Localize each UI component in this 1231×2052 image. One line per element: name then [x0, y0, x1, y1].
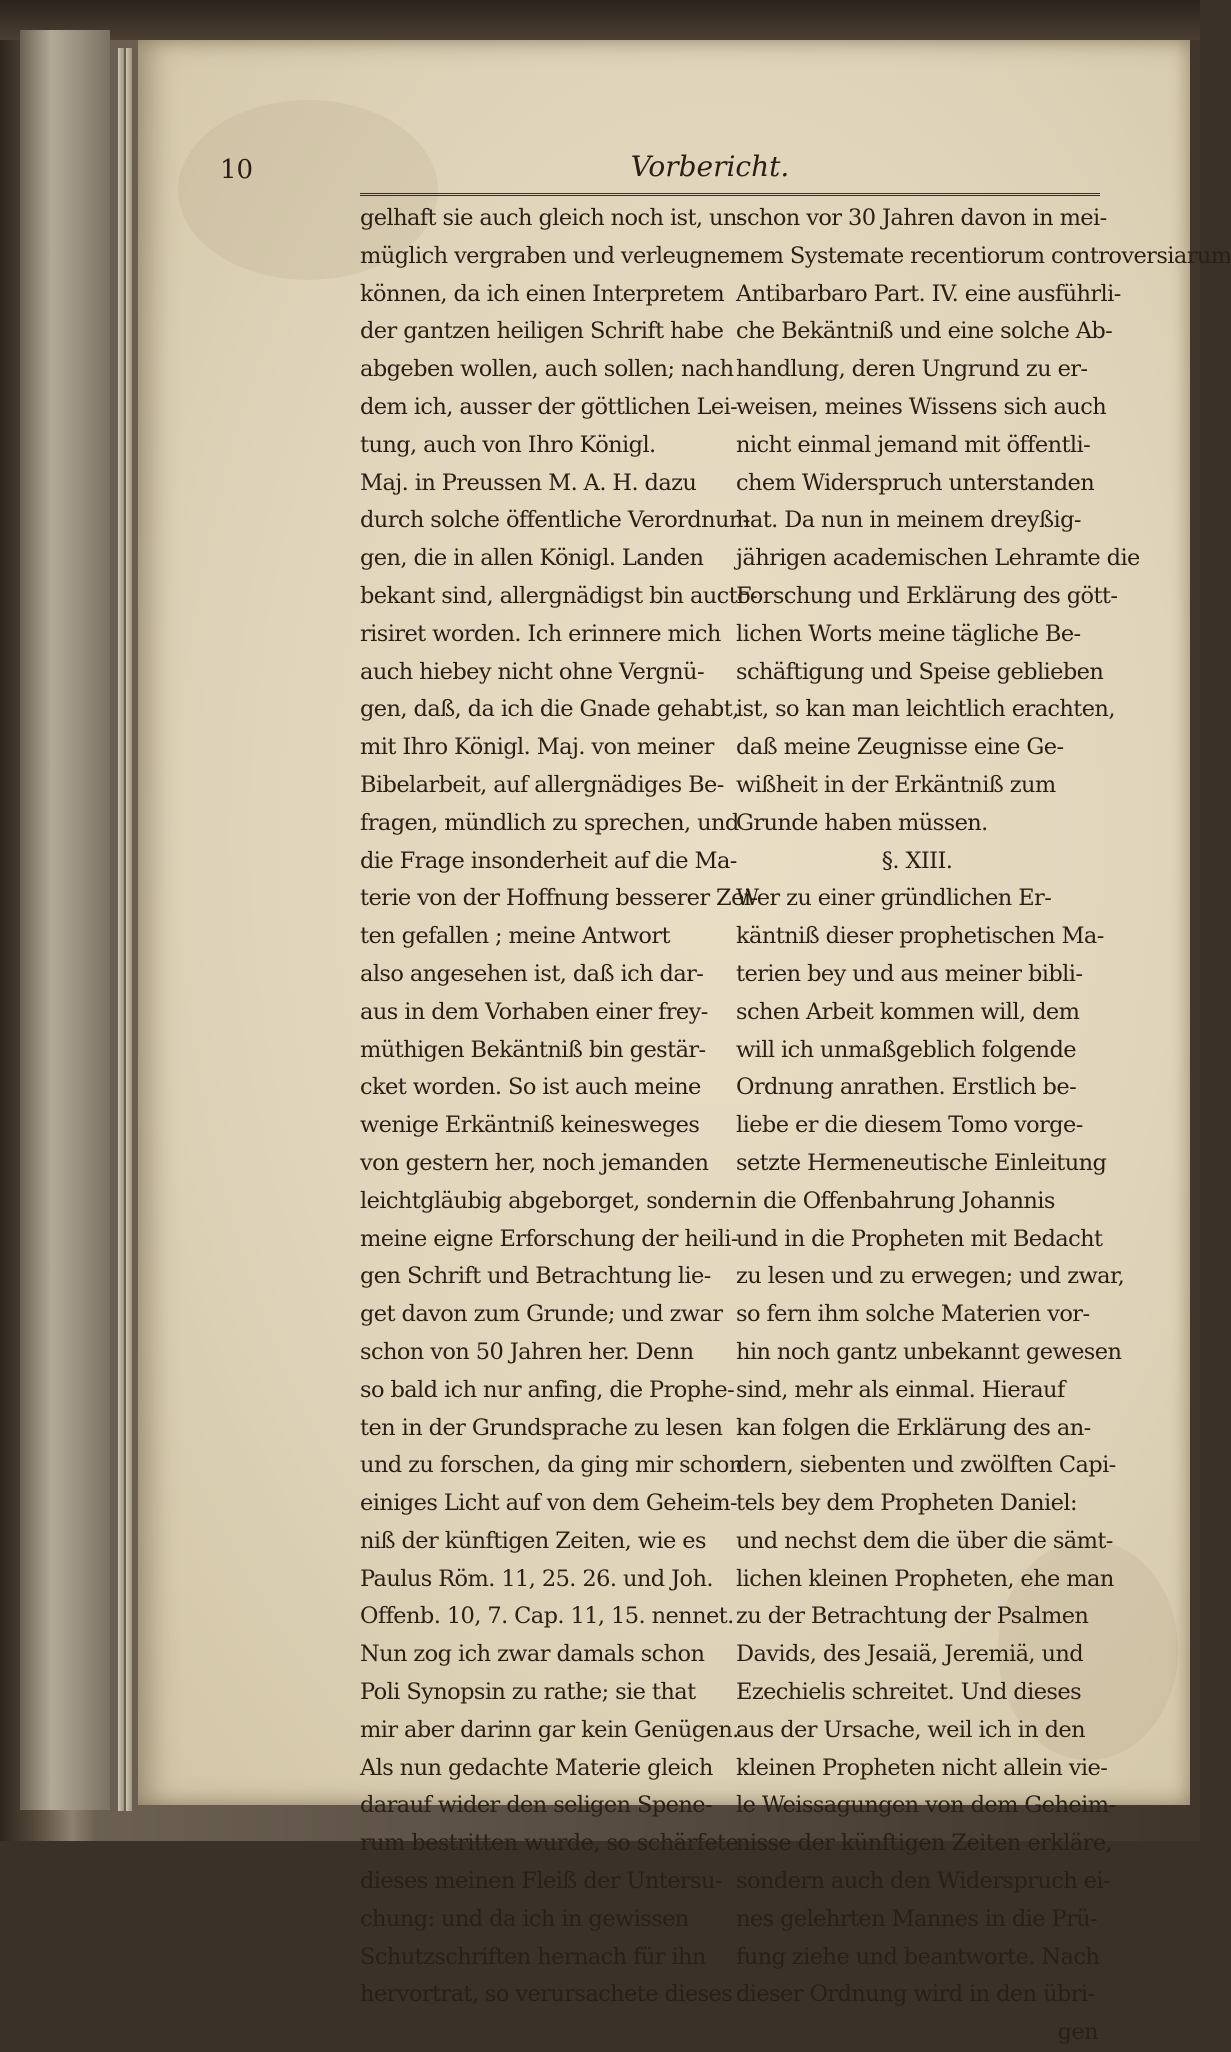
- text-line: kan folgen die Erklärung des an-: [736, 1414, 1091, 1441]
- text-line: gen Schrift und Betrachtung lie-: [360, 1263, 711, 1290]
- text-line: mit Ihro Königl. Maj. von meiner: [360, 734, 714, 761]
- text-line: nes gelehrten Mannes in die Prü-: [736, 1905, 1098, 1932]
- text-line: gen, daß, da ich die Gnade gehabt,: [360, 696, 739, 723]
- text-line: in die Offenbahrung Johannis: [736, 1187, 1055, 1214]
- text-line: Offenb. 10, 7. Cap. 11, 15. nennet.: [360, 1603, 734, 1630]
- text-line: der gantzen heiligen Schrift habe: [360, 318, 724, 345]
- text-line: ist, so kan man leichtlich erachten,: [736, 696, 1115, 723]
- text-line: niß der künftigen Zeiten, wie es: [360, 1527, 706, 1554]
- text-line: Wer zu einer gründlichen Er-: [736, 885, 1052, 912]
- text-line: handlung, deren Ungrund zu er-: [736, 356, 1088, 383]
- text-line: daß meine Zeugnisse eine Ge-: [736, 734, 1064, 761]
- text-line: dern, siebenten und zwölften Capi-: [736, 1452, 1116, 1479]
- text-line: terie von der Hoffnung besserer Zei-: [360, 885, 758, 912]
- text-line: müglich vergraben und verleugnen: [360, 242, 744, 269]
- text-line: nisse der künftigen Zeiten erkläre,: [736, 1830, 1113, 1857]
- text-line: liebe er die diesem Tomo vorge-: [736, 1112, 1083, 1139]
- text-line: hin noch gantz unbekannt gewesen: [736, 1338, 1122, 1365]
- text-line: Antibarbaro Part. IV. eine ausführli-: [736, 280, 1121, 307]
- text-line: hervortrat, so verursachete dieses: [360, 1981, 733, 2008]
- text-line: Forschung und Erklärung des gött-: [736, 582, 1118, 609]
- text-line: gen, die in allen Königl. Landen: [360, 545, 704, 572]
- text-line: darauf wider den seligen Spene-: [360, 1792, 712, 1819]
- text-line: mir aber darinn gar kein Genügen.: [360, 1716, 739, 1743]
- text-line: die Frage insonderheit auf die Ma-: [360, 847, 737, 874]
- text-line: so fern ihm solche Materien vor-: [736, 1301, 1090, 1328]
- text-line: Bibelarbeit, auf allergnädiges Be-: [360, 771, 724, 798]
- text-line: sind, mehr als einmal. Hierauf: [736, 1376, 1065, 1403]
- text-line: müthigen Bekäntniß bin gestär-: [360, 1036, 706, 1063]
- text-line: tels bey dem Propheten Daniel:: [736, 1490, 1077, 1517]
- text-line: zu der Betrachtung der Psalmen: [736, 1603, 1089, 1630]
- text-line: risiret worden. Ich erinnere mich: [360, 620, 721, 647]
- text-line: kleinen Propheten nicht allein vie-: [736, 1754, 1108, 1781]
- page-edge: [126, 48, 132, 1811]
- text-line: abgeben wollen, auch sollen; nach: [360, 356, 734, 383]
- text-line: von gestern her, noch jemanden: [360, 1149, 709, 1176]
- text-line: will ich unmaßgeblich folgende: [736, 1036, 1076, 1063]
- text-line: aus der Ursache, weil ich in den: [736, 1716, 1086, 1743]
- text-line: cket worden. So ist auch meine: [360, 1074, 701, 1101]
- text-line: gelhaft sie auch gleich noch ist, un-: [360, 205, 744, 231]
- text-line: Davids, des Jesaiä, Jeremiä, und: [736, 1641, 1084, 1668]
- text-line: wenige Erkäntniß keinesweges: [360, 1112, 700, 1139]
- text-line: che Bekäntniß und eine solche Ab-: [736, 318, 1113, 345]
- page-number: 10: [220, 155, 254, 185]
- right-text-column: [736, 200, 1231, 2052]
- text-line: tung, auch von Ihro Königl.: [360, 431, 656, 458]
- text-line: einiges Licht auf von dem Geheim-: [360, 1490, 737, 1517]
- text-line: also angesehen ist, daß ich dar-: [360, 960, 704, 987]
- text-line: und in die Propheten mit Bedacht: [736, 1225, 1103, 1252]
- text-line: ten in der Grundsprache zu lesen: [360, 1414, 723, 1441]
- text-line: nicht einmal jemand mit öffentli-: [736, 431, 1091, 458]
- text-line: get davon zum Grunde; und zwar: [360, 1301, 723, 1328]
- text-line: lichen Worts meine tägliche Be-: [736, 620, 1081, 647]
- text-line: rum bestritten wurde, so schärfete: [360, 1830, 739, 1857]
- text-line: schen Arbeit kommen will, dem: [736, 998, 1080, 1025]
- text-line: durch solche öffentliche Verordnun-: [360, 507, 750, 534]
- text-line: so bald ich nur anfing, die Prophe-: [360, 1376, 735, 1403]
- header-rule: [360, 193, 1100, 196]
- text-line: dieser Ordnung wird in den übri-: [736, 1981, 1095, 2008]
- text-line: können, da ich einen Interpretem: [360, 280, 725, 307]
- text-line: und zu forschen, da ging mir schon: [360, 1452, 743, 1479]
- page-edge: [118, 48, 124, 1811]
- text-line: wißheit in der Erkäntniß zum: [736, 771, 1056, 798]
- text-line: Als nun gedachte Materie gleich: [360, 1754, 713, 1781]
- text-line: ten gefallen ; meine Antwort: [360, 923, 670, 950]
- text-line: Maj. in Preussen M. A. H. dazu: [360, 469, 697, 496]
- text-line: dieses meinen Fleiß der Untersu-: [360, 1868, 722, 1895]
- text-line: zu lesen und zu erwegen; und zwar,: [736, 1263, 1125, 1290]
- text-line: hat. Da nun in meinem dreyßig-: [736, 507, 1081, 534]
- left-text-column: [360, 200, 758, 2014]
- text-line: Schutzschriften hernach für ihn: [360, 1943, 706, 1970]
- text-line: chung: und da ich in gewissen: [360, 1905, 689, 1932]
- text-line: setzte Hermeneutische Einleitung: [736, 1149, 1107, 1176]
- text-line: schäftigung und Speise geblieben: [736, 658, 1104, 685]
- text-line: und nechst dem die über die sämt-: [736, 1527, 1113, 1554]
- text-line: terien bey und aus meiner bibli-: [736, 960, 1083, 987]
- text-line: Poli Synopsin zu rathe; sie that: [360, 1679, 696, 1706]
- text-line: lichen kleinen Propheten, ehe man: [736, 1565, 1114, 1592]
- text-line: nem Systemate recentiorum controversiarum: [736, 242, 1231, 269]
- text-line: gen: [1057, 2019, 1098, 2046]
- text-line: fragen, mündlich zu sprechen, und: [360, 809, 739, 836]
- text-line: aus in dem Vorhaben einer frey-: [360, 998, 708, 1025]
- book-spine: [20, 30, 110, 1810]
- text-line: weisen, meines Wissens sich auch: [736, 393, 1107, 420]
- text-line: schon von 50 Jahren her. Denn: [360, 1338, 694, 1365]
- text-line: leichtgläubig abgeborget, sondern: [360, 1187, 735, 1214]
- text-line: bekant sind, allergnädigst bin aucto-: [360, 582, 758, 609]
- text-line: käntniß dieser prophetischen Ma-: [736, 923, 1104, 950]
- text-line: Paulus Röm. 11, 25. 26. und Joh.: [360, 1565, 713, 1592]
- text-line: Ordnung anrathen. Erstlich be-: [736, 1074, 1077, 1101]
- text-line: fung ziehe und beantworte. Nach: [736, 1943, 1100, 1970]
- text-line: jährigen academischen Lehramte die: [736, 545, 1140, 572]
- text-line: chem Widerspruch unterstanden: [736, 469, 1095, 496]
- text-line: le Weissagungen von dem Geheim-: [736, 1792, 1116, 1819]
- text-line: schon vor 30 Jahren davon in mei-: [736, 205, 1107, 231]
- text-line: Ezechielis schreitet. Und dieses: [736, 1679, 1082, 1706]
- book-top-edge: [0, 0, 1200, 40]
- text-line: §. XIII.: [881, 847, 953, 874]
- text-line: meine eigne Erforschung der heili-: [360, 1225, 738, 1252]
- text-line: auch hiebey nicht ohne Vergnü-: [360, 658, 704, 685]
- running-head: Vorbericht.: [630, 150, 790, 183]
- text-line: Nun zog ich zwar damals schon: [360, 1641, 705, 1668]
- text-line: Grunde haben müssen.: [736, 809, 988, 836]
- text-line: dem ich, ausser der göttlichen Lei-: [360, 393, 738, 420]
- text-line: sondern auch den Widerspruch ei-: [736, 1868, 1110, 1895]
